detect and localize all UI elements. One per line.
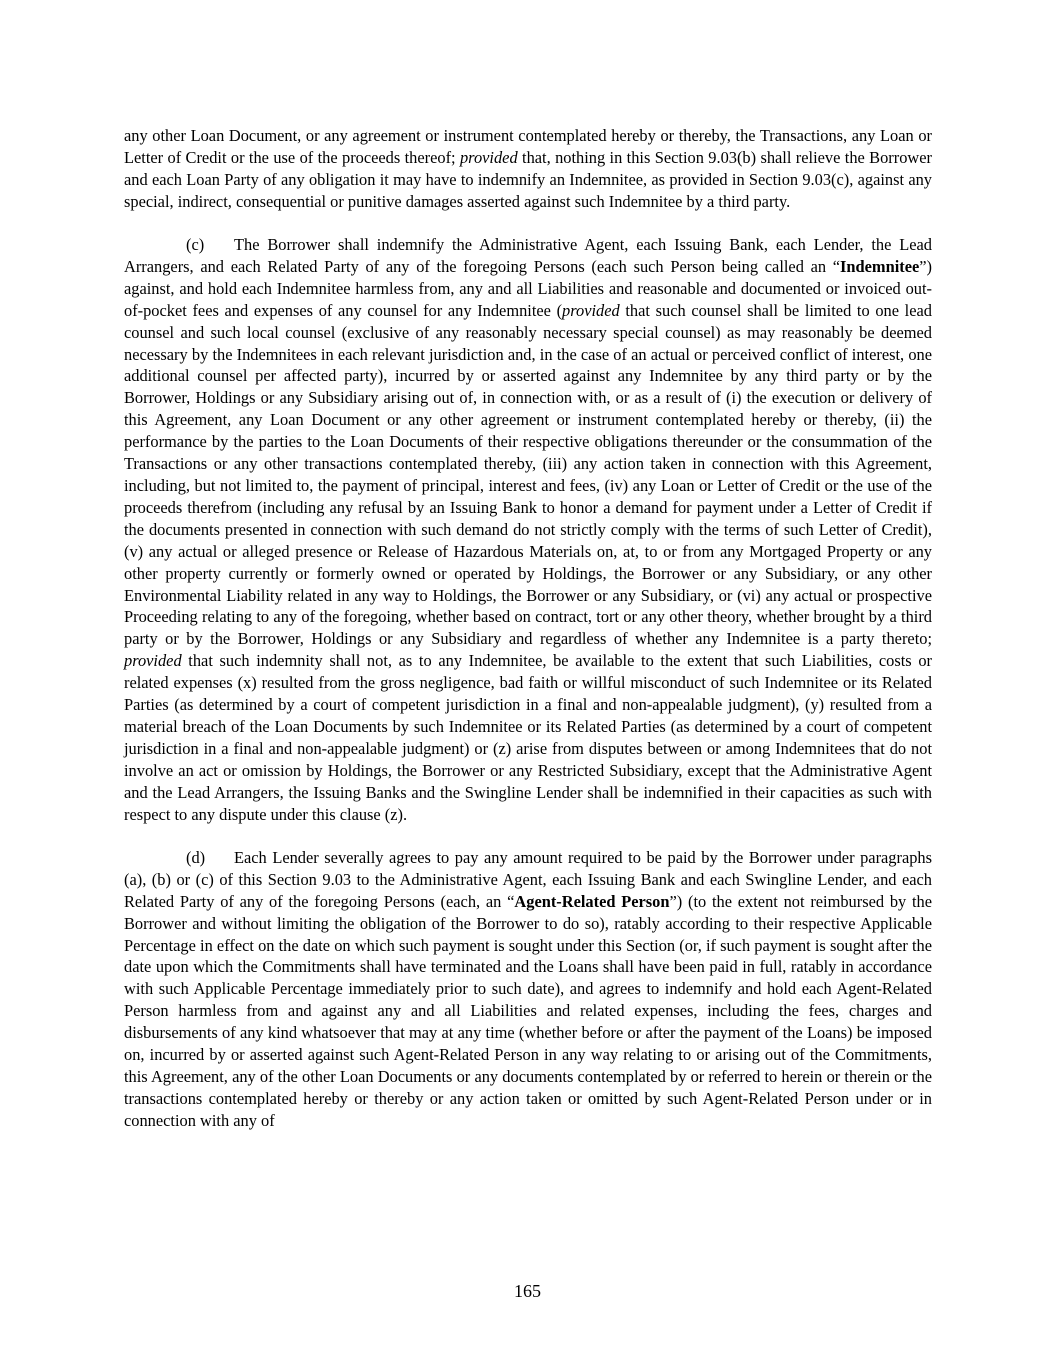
paragraph-label: (d)	[186, 847, 206, 867]
paragraph-continuation	[124, 125, 932, 213]
document-page	[124, 125, 932, 1153]
defined-term: Indemnitee	[840, 256, 920, 276]
body-text: Each Lender severally agrees to pay any amount required to be paid by the Borrower under paragraphs (a), (b) or (c) of this Section 9.03 to the Administrative Agent, each Issuing Bank and each Swingline Lender, and each Related Party of any of the foregoing Persons (each, an “	[124, 847, 932, 911]
body-text: ”) (to the extent not reimbursed by the Borrower and without limiting the obligation of the Borrower to do so), ratably according to their respective Applicable Percentage in effect on the date on which such payment is sought under this Section (or, if such payment is sought after the date upon which the Commitments shall have terminated and the Loans shall have been paid in full, ratably in accordance with such Applicable Percentage immediately prior to such date), and agrees to indemnify and hold each Agent-Related Person harmless from and against any and all Liabilities and related expenses, including the fees, charges and disbursements of any kind whatsoever that may at any time (whether before or after the payment of the Loans) be imposed on, incurred by or asserted against such Agent-Related Person in any way relating to or arising out of the Commitments, this Agreement, any of the other Loan Documents or any documents contemplated by or referred to herein or therein or the transactions contemplated hereby or thereby or any action taken or omitted by such Agent-Related Person under or in connection with any of	[124, 891, 933, 1130]
defined-term: Agent-Related Person	[514, 891, 670, 911]
body-text: that such counsel shall be limited to one lead counsel and such local counsel (exclusive of any reasonably necessary special counsel) as may reasonably be deemed necessary by the Indemnitees in each relevant jurisdiction and, in the case of an actual or perceived conflict of interest, one additional counsel per affected party), incurred by or asserted against any Indemnitee by any third party or by the Borrower, Holdings or any Subsidiary arising out of, in connection with, or as a result of (i) the execution or delivery of this Agreement, any Loan Document or any other agreement or instrument contemplated hereby or thereby, (ii) the performance by the parties to the Loan Documents of their respective obligations thereunder or the consummation of the Transactions or any other transactions contemplated thereby, (iii) any action taken in connection with this Agreement, including, but not limited to, the payment of principal, interest and fees, (iv) any Loan or Letter of Credit or the use of the proceeds therefrom (including any refusal by an Issuing Bank to honor a demand for payment under a Letter of Credit if the documents presented in connection with such demand do not strictly comply with the terms of such Letter of Credit), (v) any actual or alleged presence or Release of Hazardous Materials on, at, to or from any Mortgaged Property or any other property currently or formerly owned or operated by Holdings, the Borrower or any Subsidiary, or any other Environmental Liability related in any way to Holdings, the Borrower or any Subsidiary, or (vi) any actual or prospective Proceeding relating to any of the foregoing, whether based on contract, tort or any other theory, whether brought by a third party or by the Borrower, Holdings or any Subsidiary and regardless of whether any Indemnitee is a party thereto;	[124, 300, 932, 649]
italic-term: provided	[124, 651, 182, 671]
body-text: The Borrower shall indemnify the Administrative Agent, each Issuing Bank, each Lender, the Lead Arrangers, and each Related Party of any of the foregoing Persons (each such Person being called an “	[124, 235, 932, 276]
paragraph-label: (c)	[186, 235, 205, 255]
paragraph-c	[124, 234, 932, 825]
paragraph-d	[124, 847, 932, 1132]
page-number: 165	[514, 1281, 541, 1301]
body-text: ”) against, and hold each Indemnitee harmless from, any and all Liabilities and reasonable and documented or invoiced out-of-pocket fees and expenses of any counsel for any Indemnitee (	[124, 256, 932, 320]
body-text: that such indemnity shall not, as to any Indemnitee, be available to the extent that such Liabilities, costs or related expenses (x) resulted from the gross negligence, bad faith or willful misconduct of such Indemnitee or its Related Parties (as determined by a court of competent jurisdiction in a final and non-appealable judgment), (y) resulted from a material breach of the Loan Documents by such Indemnitee or its Related Parties (as determined by a court of competent jurisdiction in a final and non-appealable judgment) or (z) arise from disputes between or among Indemnitees that do not involve an act or omission by Holdings, the Borrower or any Restricted Subsidiary, except that the Administrative Agent and the Lead Arrangers, the Issuing Banks and the Swingline Lender shall be indemnified in their capacities as such with respect to any dispute under this clause (z).	[124, 651, 932, 824]
italic-term: provided	[459, 147, 518, 167]
body-text: that, nothing in this Section 9.03(b) shall relieve the Borrower and each Loan Party of any obligation it may have to indemnify an Indemnitee, as provided in Section 9.03(c), against any special, indirect, consequential or punitive damages asserted against such Indemnitee by a third party.	[124, 147, 932, 211]
body-text: any other Loan Document, or any agreement or instrument contemplated hereby or thereby, the Transactions, any Loan or Letter of Credit or the use of the proceeds thereof;	[124, 126, 932, 167]
italic-term: provided	[562, 300, 620, 320]
